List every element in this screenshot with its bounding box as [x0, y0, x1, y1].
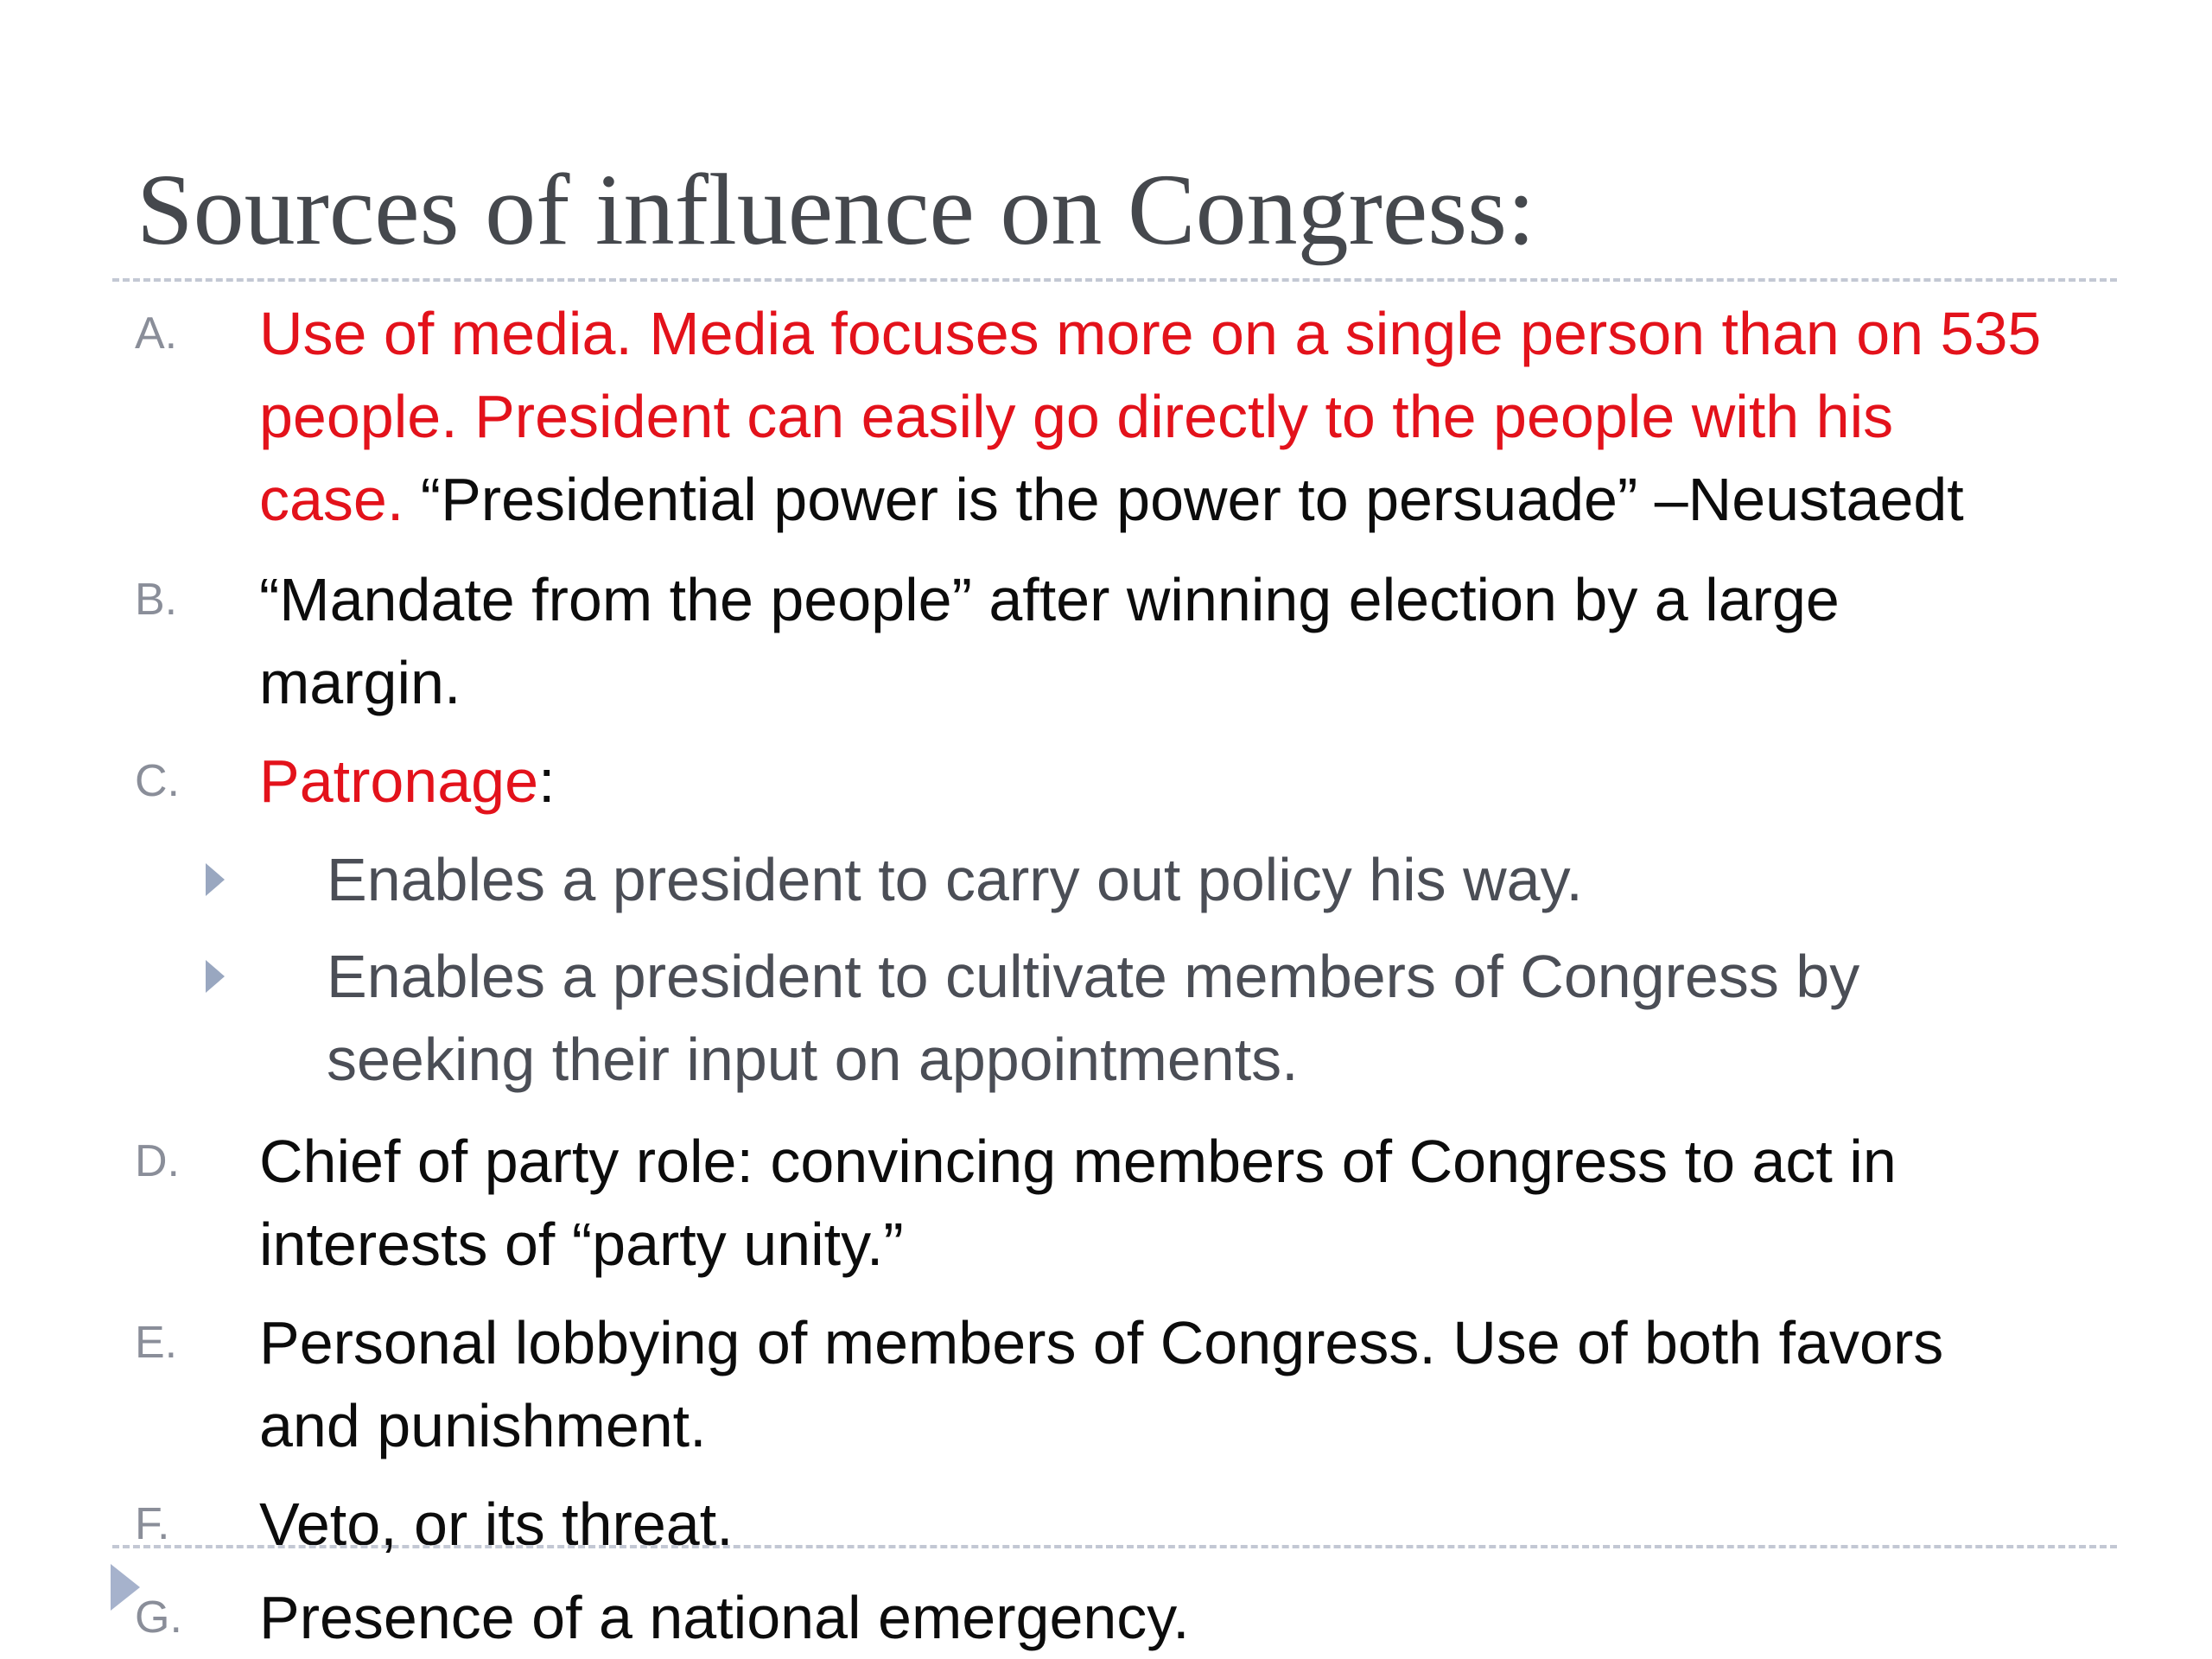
- list-item-text: [259, 1301, 2126, 1467]
- title-divider: [112, 278, 2117, 282]
- text-line: seeking their input on appointments.: [327, 1026, 1299, 1093]
- quote-text: “Presidential power is the power to persuade” –Neustaedt: [404, 466, 1964, 533]
- text-line: Enables a president to cultivate members of Congress by: [327, 943, 1860, 1010]
- text-line: interests of “party unity.”: [259, 1211, 904, 1278]
- text-line: Enables a president to carry out policy his way.: [327, 846, 1583, 913]
- list-item-text: [259, 1483, 2126, 1566]
- list-item-text: [259, 1576, 2126, 1659]
- list-marker: A.: [135, 308, 178, 359]
- triangle-bullet-icon: [206, 960, 225, 993]
- text-line: Chief of party role: convincing members of Congress to act in: [259, 1128, 1897, 1195]
- highlight-text: people. President can easily go directly to the people with his: [259, 383, 1894, 450]
- colon-text: :: [538, 747, 556, 815]
- text-line: Presence of a national emergency.: [259, 1584, 1190, 1651]
- text-line: “Mandate from the people” after winning election by a large: [259, 566, 1840, 633]
- list-marker: C.: [135, 756, 180, 806]
- highlight-text: Use of media. Media focuses more on a single person than on 535: [259, 300, 2042, 367]
- footer-divider: [112, 1545, 2117, 1548]
- list-marker: E.: [135, 1318, 178, 1368]
- text-line: Personal lobbying of members of Congress. Use of both favors: [259, 1309, 1944, 1376]
- list-marker: B.: [135, 575, 178, 625]
- highlight-text: Patronage: [259, 747, 539, 815]
- list-marker: D.: [135, 1136, 180, 1186]
- triangle-bullet-icon: [206, 863, 225, 896]
- text-line: Veto, or its threat.: [259, 1491, 734, 1558]
- list-item-text: [259, 1120, 2126, 1286]
- highlight-text: case.: [259, 466, 404, 533]
- list-item-text: [259, 292, 2126, 541]
- sub-item-text: [327, 935, 2193, 1101]
- slide-title: Sources of influence on Congress:: [137, 153, 1535, 266]
- list-marker: F.: [135, 1499, 170, 1549]
- list-item-text: [259, 558, 2126, 724]
- list-marker: G.: [135, 1592, 182, 1643]
- sub-item-text: [327, 838, 2193, 921]
- text-line: margin.: [259, 649, 461, 716]
- text-line: and punishment.: [259, 1392, 707, 1459]
- list-item-text: [259, 740, 2126, 823]
